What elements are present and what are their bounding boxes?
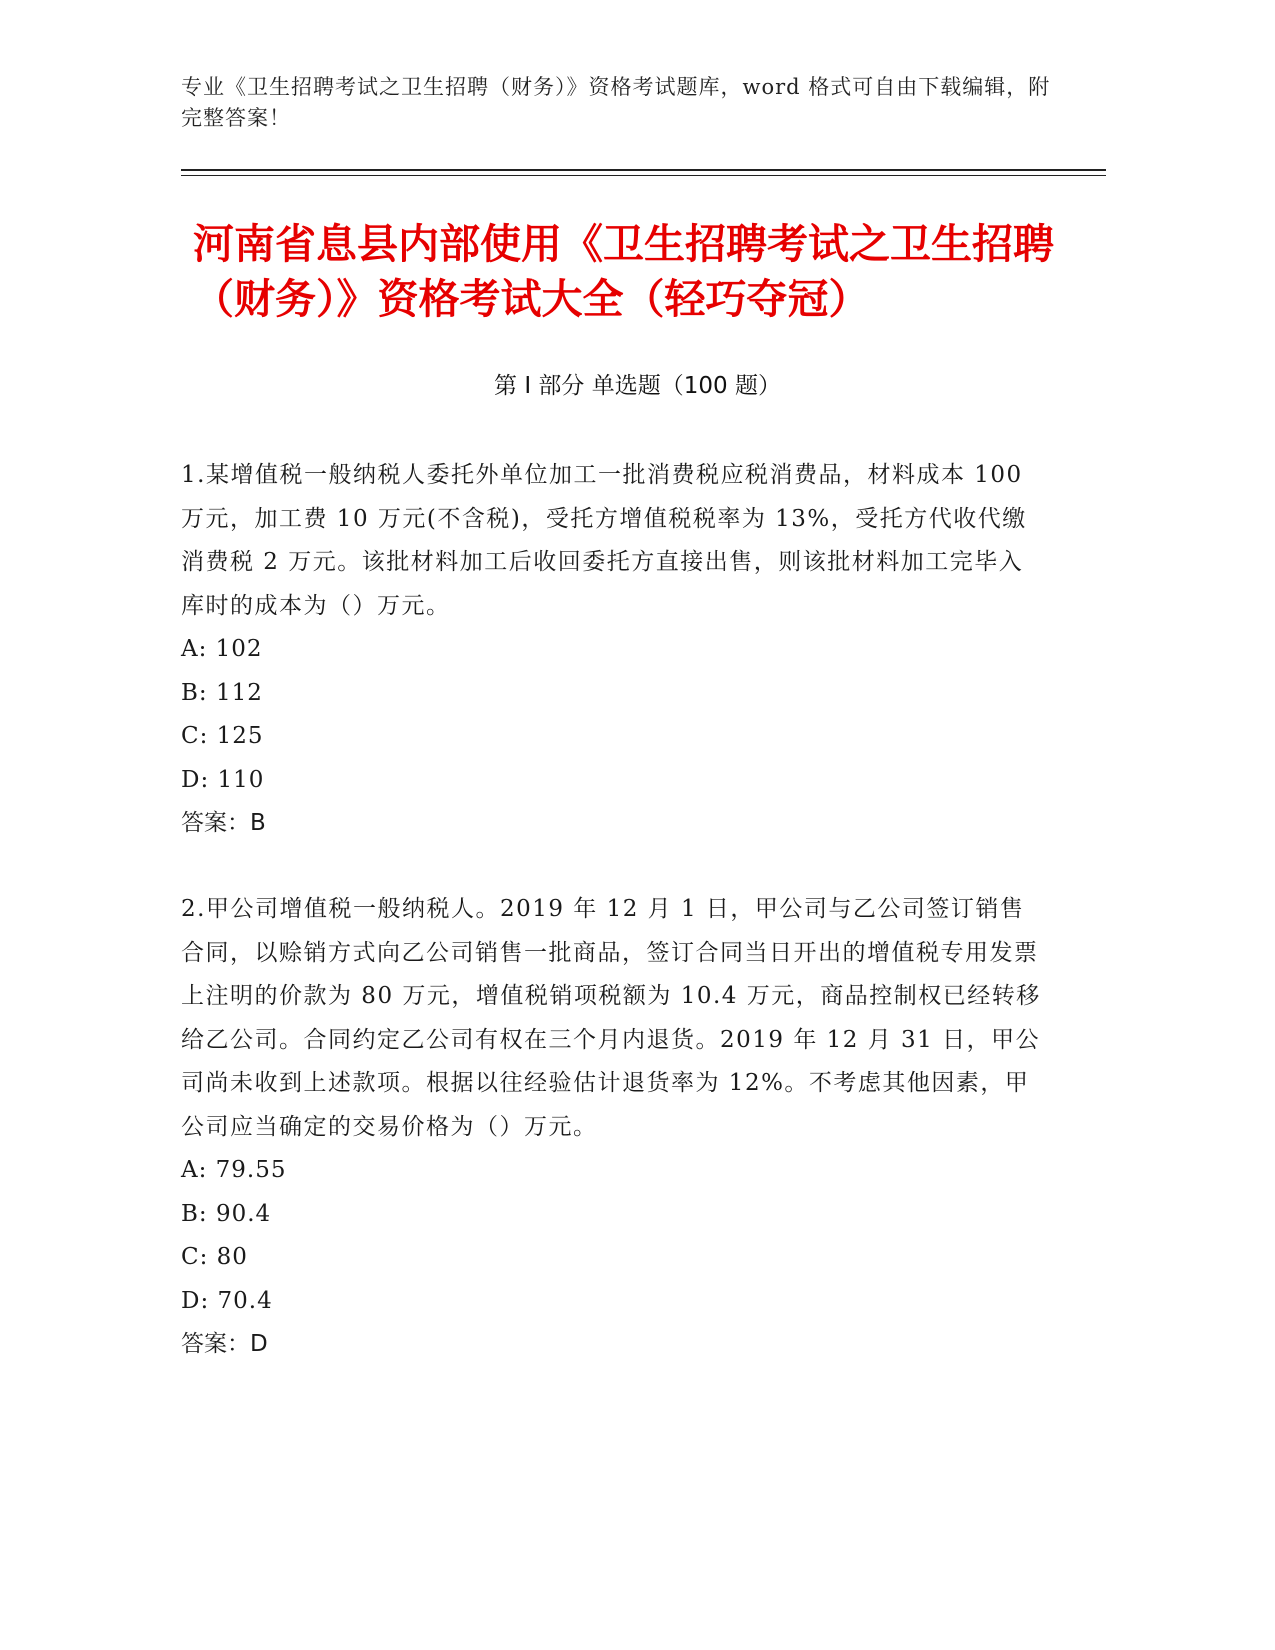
- header-rule-thin: [181, 175, 1106, 176]
- option-a: A: 79.55: [181, 1157, 287, 1183]
- section-title: 第 I 部分 单选题（100 题）: [494, 373, 781, 399]
- option-a: A: 102: [181, 636, 263, 662]
- document-title: 河南省息县内部使用《卫生招聘考试之卫生招聘（财务）》资格考试大全（轻巧夺冠）: [193, 220, 1054, 323]
- header-rule-thick: [181, 169, 1106, 171]
- answer: 答案：D: [181, 1331, 268, 1357]
- option-b: B: 90.4: [181, 1200, 272, 1227]
- question-1: [181, 454, 1041, 846]
- question-2: [181, 888, 1041, 1367]
- option-c: C: 80: [181, 1244, 248, 1270]
- option-d: D: 110: [181, 766, 265, 793]
- question-stem: 2.甲公司增值税一般纳税人。2019 年 12 月 1 日，甲公司与乙公司签订销售合同，以赊销方式向乙公司销售一批商品，签订合同当日开出的增值税专用发票上注明的价款为 80 万元，增值税销项税额为 10.4 万元，商品控制权已经转移给乙公司。合同约定乙公司有权在三个月内退货。2019 年 12 月 31 日，甲公司尚未收到上述款项。根据以往经验估计退货率为 12%。不考虑其他因素，甲公司应当确定的交易价格为（）万元。: [181, 896, 1041, 1140]
- option-d: D: 70.4: [181, 1287, 273, 1314]
- question-stem: 1.某增值税一般纳税人委托外单位加工一批消费税应税消费品，材料成本 100 万元，加工费 10 万元(不含税)，受托方增值税税率为 13%，受托方代收代缴消费税 2 万元。该批材料加工后收回委托方直接出售，则该批材料加工完毕入库时的成本为（）万元。: [181, 462, 1027, 619]
- answer: 答案：B: [181, 810, 266, 836]
- option-c: C: 125: [181, 723, 264, 749]
- option-b: B: 112: [181, 679, 263, 706]
- header-note: 专业《卫生招聘考试之卫生招聘（财务）》资格考试题库，word 格式可自由下载编辑，附完整答案！: [181, 75, 1051, 130]
